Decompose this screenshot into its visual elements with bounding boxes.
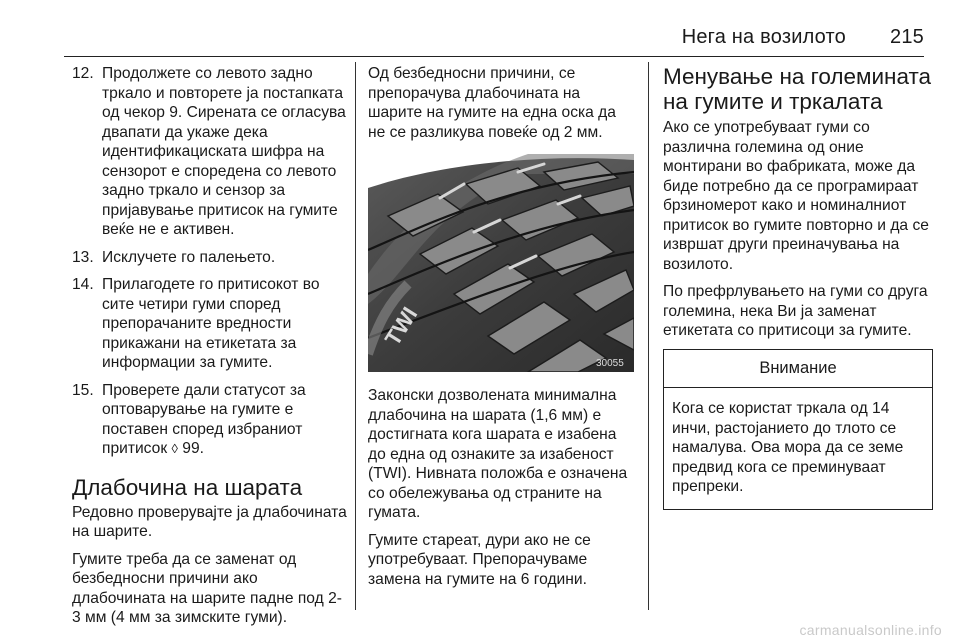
section-title-tyre-size-change: Менување на големината на гумите и тркалата bbox=[663, 64, 932, 114]
caution-box bbox=[663, 349, 933, 510]
figure-number: 30055 bbox=[596, 358, 624, 369]
step-text: Проверете дали статусот за оптоварување на гумите е поставен според избраниот bbox=[102, 381, 306, 438]
page-reference-arrow-icon: ◊ bbox=[171, 441, 178, 456]
paragraph: Ако се употребуваат гуми со различна големина од оние монтирани во фабриката, може да биде потребно да се програмираат брзиномерот како и номиналниот притисок во гумите повторно и да се извршат други преиначувања на возилото. bbox=[663, 119, 929, 273]
step-text: Продолжете со левото задно тркало и повторете ја постапката од чекор 9. Сирената се огласува двапати да укаже дека идентификациската шифра на сензорот е споредена со левото задно тркало и сензор за пријавување притисок на гумите веќе не е активен. bbox=[102, 65, 346, 238]
caution-body: Кога се користат тркала од 14 инчи, растојанието до тлото се намалува. Ова мора да се земе предвид кога се преминуваат препреки. bbox=[672, 400, 904, 495]
tyre-tread-illustration bbox=[368, 154, 634, 372]
step-number: 13. bbox=[72, 248, 94, 266]
page-number: 215 bbox=[890, 26, 924, 48]
header-divider bbox=[64, 56, 924, 57]
step-item bbox=[72, 248, 348, 268]
right-column bbox=[663, 64, 933, 510]
step-text: Прилагодете го притисокот во сите четири гуми според препорачаните вредности прикажани на етикетата за информации за гумите. bbox=[102, 276, 320, 371]
middle-column bbox=[368, 64, 634, 597]
step-number: 14. bbox=[72, 276, 94, 293]
step-text: Исклучете го палењето. bbox=[102, 248, 276, 266]
caution-heading: Внимание bbox=[664, 350, 932, 389]
page-title: Нега на возилото bbox=[681, 26, 847, 48]
page-header bbox=[64, 26, 924, 56]
twi-marking-label: TWI bbox=[379, 302, 423, 351]
step-text-continued: притисок bbox=[102, 440, 168, 457]
step-item bbox=[72, 381, 348, 459]
paragraph: Гумите стареат, дури ако не се употребуваат. Препорачуваме замена на гумите на 6 години. bbox=[368, 531, 591, 588]
watermark: carmanualsonline.info bbox=[799, 622, 942, 638]
section-title-tread-depth: Длабочина на шарата bbox=[72, 474, 303, 500]
step-item bbox=[72, 275, 348, 373]
left-column bbox=[72, 64, 348, 636]
paragraph: Редовно проверувајте ја длабочината на шарите. bbox=[72, 503, 347, 540]
paragraph: Гумите треба да се заменат од безбедносни причини ако длабочината на шарите падне под 2-3 мм (4 мм за зимските гуми). bbox=[72, 550, 342, 626]
step-item bbox=[72, 64, 348, 240]
column-divider-right bbox=[648, 62, 649, 610]
page-reference-link[interactable]: 99. bbox=[182, 440, 204, 457]
paragraph: Од безбедносни причини, се препорачува длабочината на шарите на гумите на една оска да не се разликува повеќе од 2 мм. bbox=[368, 65, 616, 141]
step-number: 12. bbox=[72, 65, 94, 82]
paragraph: По префрлувањето на гуми со друга големина, нека Ви ја заменат етикетата со притисоци за гумите. bbox=[663, 283, 928, 339]
step-number: 15. bbox=[72, 381, 94, 399]
paragraph: Законски дозволената минимална длабочина на шарата (1,6 мм) е достигната кога шарата е изабена до една од ознаките за изабеност (TWI). Нивната положба е означена со обележувања од страните на гумата. bbox=[368, 387, 628, 521]
tyre-tread-image bbox=[368, 154, 634, 372]
column-divider-left bbox=[355, 62, 356, 610]
step-list bbox=[72, 64, 348, 459]
